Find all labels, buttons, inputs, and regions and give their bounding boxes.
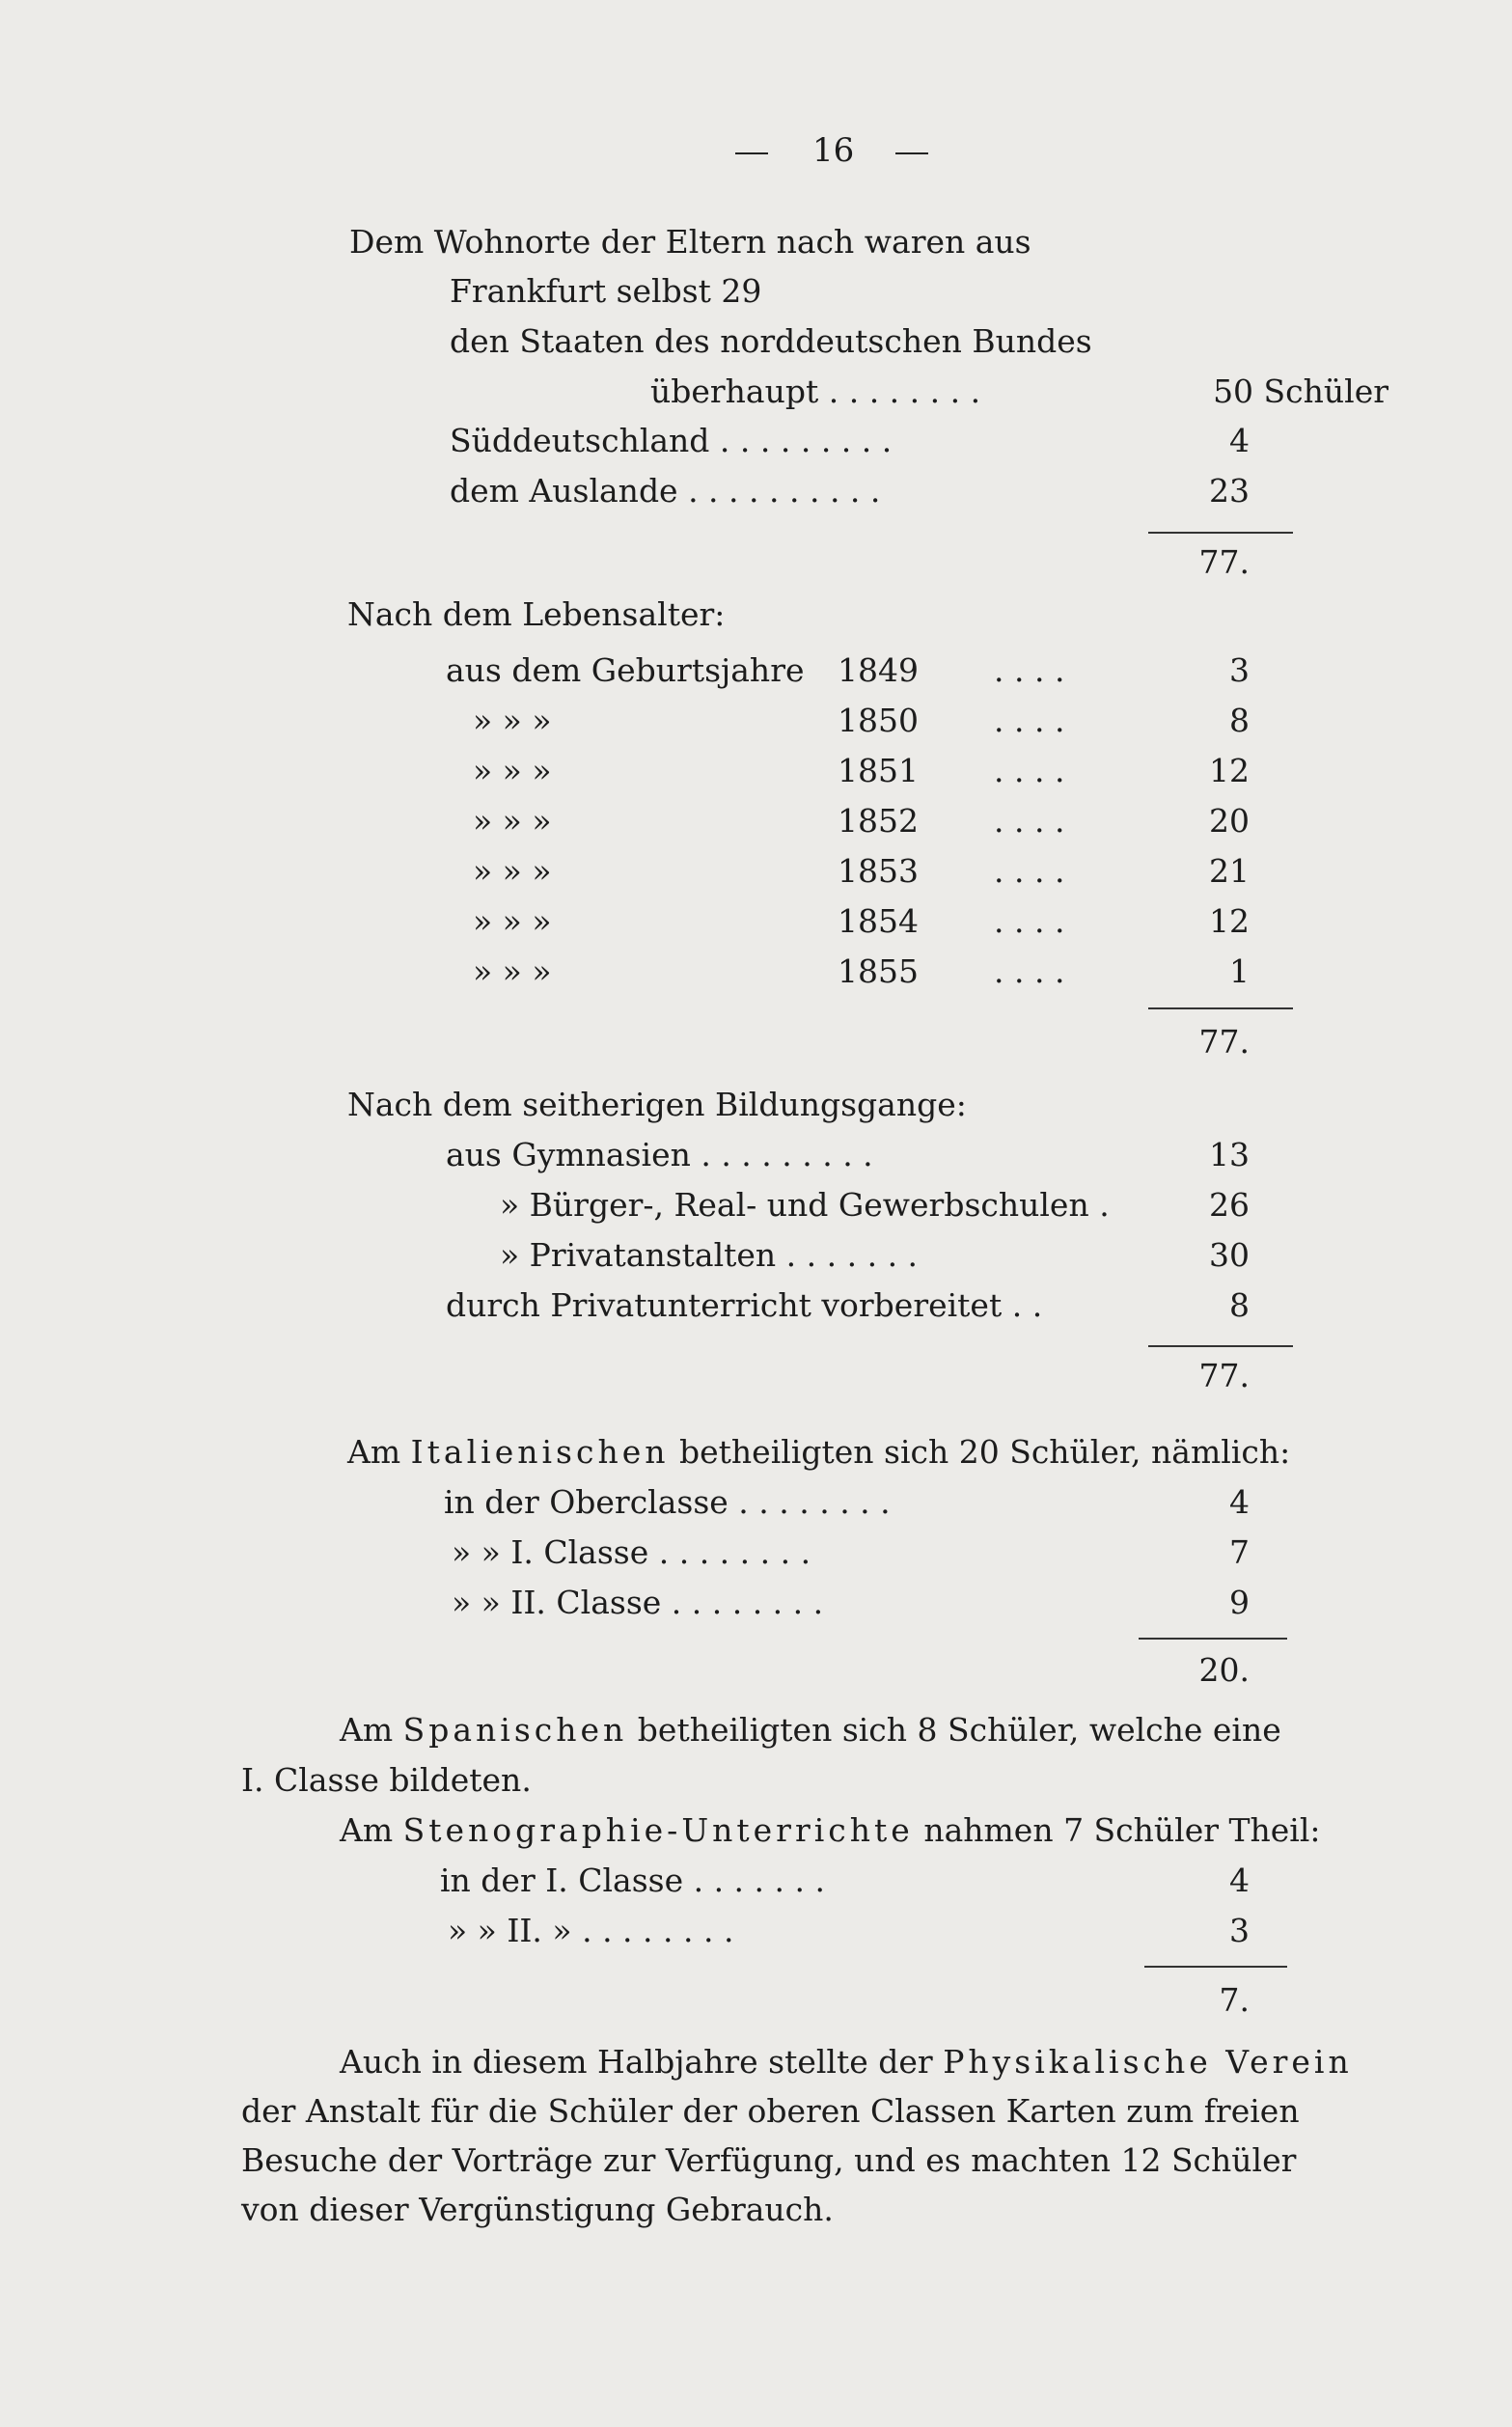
steno-spaced: Stenographie-Unterrichte <box>402 1811 914 1849</box>
physik-line4: von dieser Vergünstigung Gebrauch. <box>241 2191 834 2228</box>
bildung-sum-rule <box>1148 1345 1293 1347</box>
italienisch-class1-value: 7 <box>1229 1533 1250 1571</box>
lebensalter-ditto: » » » <box>473 852 552 890</box>
lebensalter-year: 1854 <box>838 902 919 940</box>
spanisch-rest: betheiligten sich 8 Schüler, welche eine <box>637 1711 1281 1749</box>
lebensalter-ditto: » » » <box>473 902 552 940</box>
steno-lead: Am <box>340 1811 394 1849</box>
steno-class2-value: 3 <box>1229 1912 1250 1949</box>
wohnort-sued: Süddeutschland . . . . . . . . . <box>450 422 893 459</box>
wohnort-ueberhaupt-value: 50 Schüler <box>1213 372 1388 410</box>
lebensalter-sum-rule <box>1148 1007 1293 1009</box>
italienisch-class2: » » II. Classe . . . . . . . . <box>452 1584 824 1621</box>
wohnort-total: 77. <box>1198 543 1250 581</box>
italienisch-sum-rule <box>1139 1638 1287 1640</box>
bildung-privat-value: 30 <box>1209 1236 1250 1274</box>
lebensalter-dots: . . . . <box>994 852 1065 890</box>
steno-class1-value: 4 <box>1229 1862 1250 1899</box>
lebensalter-dots: . . . . <box>994 752 1065 789</box>
italienisch-spaced: Italienischen <box>410 1433 670 1471</box>
lebensalter-dots: . . . . <box>994 802 1065 840</box>
page-number-dash-left <box>735 152 768 154</box>
lebensalter-ditto: » » » <box>473 702 552 739</box>
lebensalter-year: 1849 <box>838 651 919 689</box>
lebensalter-value: 3 <box>1229 651 1250 689</box>
wohnort-sum-rule <box>1148 532 1293 534</box>
spanisch-line2: I. Classe bildeten. <box>241 1761 532 1799</box>
italienisch-ober-value: 4 <box>1229 1483 1250 1521</box>
physik-spaced: Physikalische Verein <box>943 2043 1353 2081</box>
steno-class1: in der I. Classe . . . . . . . <box>440 1862 825 1899</box>
lebensalter-dots: . . . . <box>994 902 1065 940</box>
lebensalter-year: 1855 <box>838 952 919 990</box>
lebensalter-dots: . . . . <box>994 702 1065 739</box>
bildung-unterricht-value: 8 <box>1229 1286 1250 1324</box>
lebensalter-ditto: » » » <box>473 952 552 990</box>
lebensalter-dots: . . . . <box>994 952 1065 990</box>
lebensalter-heading: Nach dem Lebensalter: <box>347 595 726 633</box>
lebensalter-dots: . . . . <box>994 651 1065 689</box>
bildung-heading: Nach dem seitherigen Bildungsgange: <box>347 1086 967 1123</box>
physik-line3: Besuche der Vorträge zur Verfügung, und es machten 12 Schüler <box>241 2141 1297 2179</box>
wohnort-frankfurt: Frankfurt selbst 29 <box>450 272 762 310</box>
wohnort-ausland: dem Auslande . . . . . . . . . . <box>450 472 881 510</box>
bildung-buerger-value: 26 <box>1209 1186 1250 1224</box>
bildung-total: 77. <box>1198 1357 1250 1394</box>
italienisch-class2-value: 9 <box>1229 1584 1250 1621</box>
italienisch-class1: » » I. Classe . . . . . . . . <box>452 1533 811 1571</box>
lebensalter-ditto: » » » <box>473 752 552 789</box>
lebensalter-value: 8 <box>1229 702 1250 739</box>
bildung-unterricht: durch Privatunterricht vorbereitet . . <box>446 1286 1043 1324</box>
steno-sum-rule <box>1144 1966 1287 1968</box>
lebensalter-value: 21 <box>1209 852 1250 890</box>
lebensalter-value: 1 <box>1229 952 1250 990</box>
spanisch-spaced: Spanischen <box>402 1711 628 1749</box>
wohnort-staaten: den Staaten des norddeutschen Bundes <box>450 322 1092 360</box>
steno-class2: » » II. » . . . . . . . . <box>448 1912 734 1949</box>
bildung-gymnasien: aus Gymnasien . . . . . . . . . <box>446 1136 873 1173</box>
wohnort-ausland-value: 23 <box>1209 472 1250 510</box>
lebensalter-year: 1851 <box>838 752 919 789</box>
wohnort-heading: Dem Wohnorte der Eltern nach waren aus <box>349 223 1031 261</box>
lebensalter-value: 12 <box>1209 902 1250 940</box>
italienisch-total: 20. <box>1198 1651 1250 1689</box>
bildung-buerger: » Bürger-, Real- und Gewerbschulen . <box>500 1186 1110 1224</box>
lebensalter-year: 1853 <box>838 852 919 890</box>
page-number: 16 <box>812 131 855 170</box>
wohnort-sued-value: 4 <box>1229 422 1250 459</box>
italienisch-lead: Am <box>347 1433 401 1471</box>
steno-line <box>340 1811 1321 1850</box>
page-number-dash-right <box>895 152 928 154</box>
physik-line1-start: Auch in diesem Halbjahre stellte der <box>340 2043 933 2081</box>
lebensalter-year: 1850 <box>838 702 919 739</box>
lebensalter-value: 20 <box>1209 802 1250 840</box>
steno-total: 7. <box>1219 1981 1250 2019</box>
lebensalter-intro: aus dem Geburtsjahre <box>446 651 805 689</box>
physik-line2: der Anstalt für die Schüler der oberen Classen Karten zum freien <box>241 2092 1300 2130</box>
lebensalter-value: 12 <box>1209 752 1250 789</box>
lebensalter-year: 1852 <box>838 802 919 840</box>
italienisch-rest: betheiligten sich 20 Schüler, nämlich: <box>679 1433 1291 1471</box>
wohnort-ueberhaupt: überhaupt . . . . . . . . <box>650 372 981 410</box>
bildung-privat: » Privatanstalten . . . . . . . <box>500 1236 919 1274</box>
spanisch-line <box>340 1711 1281 1750</box>
steno-rest: nahmen 7 Schüler Theil: <box>923 1811 1321 1849</box>
italienisch-line <box>347 1433 1290 1472</box>
italienisch-ober: in der Oberclasse . . . . . . . . <box>444 1483 891 1521</box>
lebensalter-ditto: » » » <box>473 802 552 840</box>
bildung-gymnasien-value: 13 <box>1209 1136 1250 1173</box>
spanisch-lead: Am <box>340 1711 394 1749</box>
physik-line1 <box>340 2043 1353 2082</box>
lebensalter-total: 77. <box>1198 1023 1250 1061</box>
